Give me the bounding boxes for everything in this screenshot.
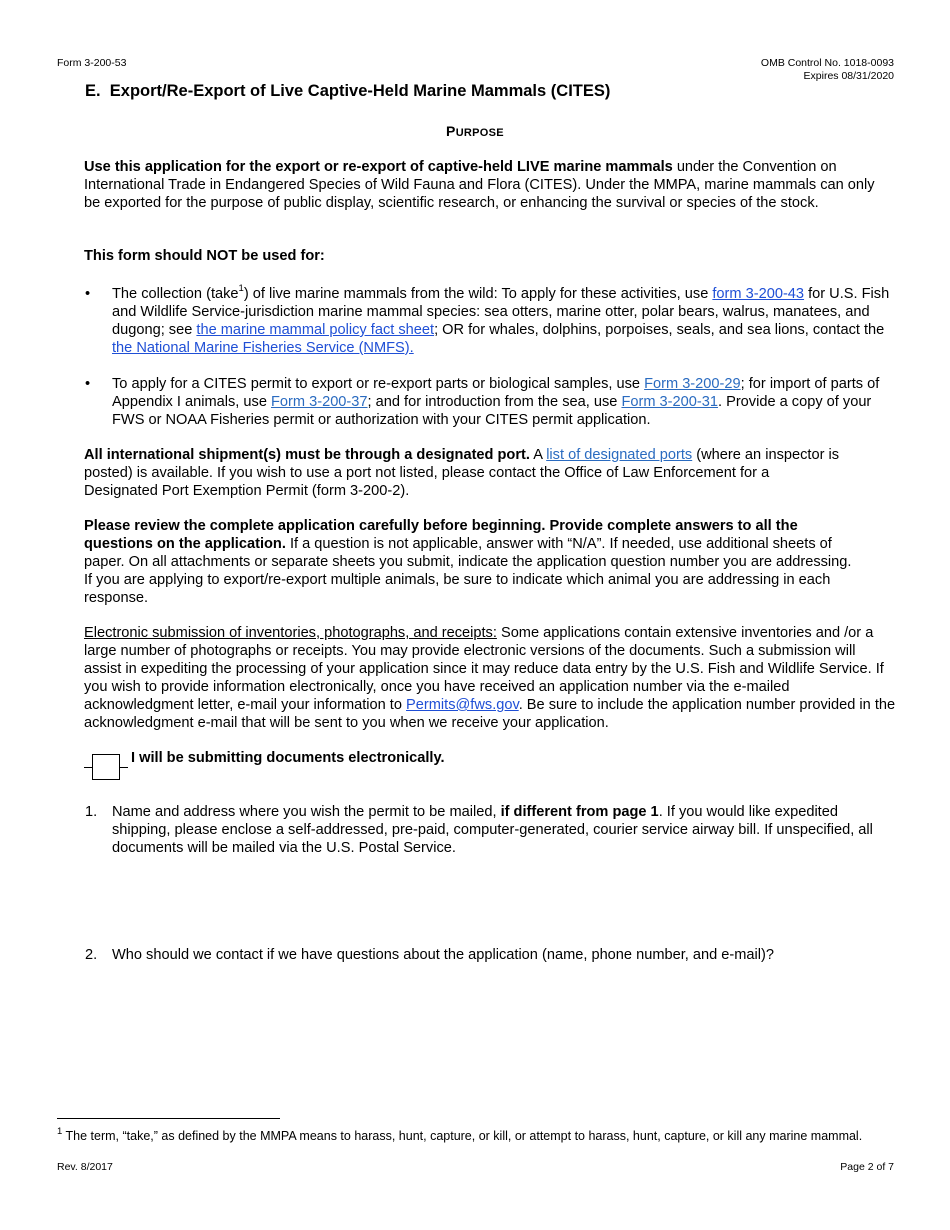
- designated-ports-link[interactable]: list of designated ports: [546, 447, 693, 463]
- footnote: [57, 1125, 897, 1144]
- revision-date: Rev. 8/2017: [57, 1161, 113, 1173]
- bullet-1: [112, 285, 897, 357]
- nmfs-link[interactable]: the National Marine Fisheries Service (NMFS).: [112, 340, 414, 356]
- electronic-heading: Electronic submission of inventories, photographs, and receipts:: [84, 625, 497, 641]
- form-3-200-31-link[interactable]: Form 3-200-31: [621, 394, 718, 410]
- not-used-heading: This form should NOT be used for:: [84, 248, 325, 264]
- bullet-1-text-3: for U.S. Fish and Wildlife Service-jurisdiction marine mammal species: sea otters, marine otter, polar bears, walrus, manatees, and dugong; see: [112, 286, 890, 338]
- footnote-text: The term, “take,” as defined by the MMPA means to harass, hunt, capture, or kill, or attempt to harass, hunt, capture, or kill any marine mammal.: [62, 1129, 863, 1143]
- intro-bold: Use this application for the export or re-export of captive-held LIVE marine mammals: [84, 159, 673, 175]
- question-1-text-2: . If you would like expedited shipping, please enclose a self-addressed, pre-paid, computer-generated, courier service airway bill. If unspecified, all documents will be mailed via the U.S. Postal Service.: [112, 804, 873, 856]
- bullet-1-text-2: ) of live marine mammals from the wild: To apply for these activities, use: [243, 286, 713, 302]
- footnote-number: 1: [57, 1125, 63, 1137]
- question-1: [112, 803, 897, 857]
- omb-control: OMB Control No. 1018-0093: [760, 57, 894, 69]
- form-3-200-29-link[interactable]: Form 3-200-29: [644, 376, 741, 392]
- ports-text-2: (where an inspector is posted) is available. If you wish to use a port not listed, please contact the Office of Law Enforcement for a Designated Port Exemption Permit (form 3-200-2).: [84, 447, 840, 499]
- footnote-separator: [57, 1118, 280, 1119]
- form-3-200-37-link[interactable]: Form 3-200-37: [271, 394, 368, 410]
- question-2-number: 2.: [85, 947, 98, 963]
- permits-email-link[interactable]: Permits@fws.gov: [406, 697, 519, 713]
- review-bold: Please review the complete application carefully before beginning. Provide complete answers to all the questions on the application.: [84, 518, 798, 552]
- bullet-1-text-4: ; OR for whales, dolphins, porpoises, seals, and sea lions, contact the: [434, 322, 885, 338]
- electronic-paragraph: [84, 624, 896, 732]
- intro-paragraph: [84, 158, 894, 212]
- form-3-200-43-link[interactable]: form 3-200-43: [712, 286, 805, 302]
- purpose-heading: [0, 123, 950, 139]
- form-number: Form 3-200-53: [57, 57, 127, 69]
- ports-paragraph: [84, 446, 844, 500]
- section-title-text: Export/Re-Export of Live Captive-Held Marine Mammals (CITES): [109, 82, 611, 100]
- purpose-rest: URPOSE: [455, 127, 504, 139]
- bullet-2-text-1: To apply for a CITES permit to export or re-export parts or biological samples, use: [112, 376, 645, 392]
- marine-mammal-policy-link[interactable]: the marine mammal policy fact sheet: [196, 322, 435, 338]
- bullet-2-text-3: ; and for introduction from the sea, use: [367, 394, 622, 410]
- bullet-2-text-2: ; for import of parts of Appendix I animals, use: [112, 376, 880, 410]
- section-title: [85, 81, 610, 101]
- ports-text-1: A: [529, 447, 547, 463]
- checkbox-label: I will be submitting documents electronically.: [131, 750, 445, 766]
- review-text: If a question is not applicable, answer with “N/A”. If needed, use additional sheets of paper. On all attachments or separate sheets you submit, indicate the application question number you are addressing. If you are applying to export/re-export multiple animals, be sure to indicate which animal you are addressing in each response.: [84, 536, 852, 606]
- omb-control-number: [761, 57, 894, 83]
- ports-bold: All international shipment(s) must be through a designated port.: [84, 447, 530, 463]
- question-1-bold: if different from page 1: [500, 804, 659, 820]
- bullet-2: [112, 375, 897, 429]
- bullet-1-dot: •: [85, 286, 91, 302]
- footnote-ref: 1: [238, 283, 244, 295]
- purpose-cap: P: [446, 123, 456, 139]
- bullet-2-dot: •: [85, 376, 91, 392]
- electronic-text-1: Some applications contain extensive inventories and /or a large number of photographs or receipts. You may provide electronic versions of the documents. Such a submission will assist in expediting the processing of your application since it may reduce data entry by the U.S. Fish and Wildlife Service. If you wish to provide information electronically, once you have received an application number via the e-mailed acknowledgment letter, e-mail your information to: [84, 625, 884, 713]
- question-2: Who should we contact if we have questions about the application (name, phone number, and e-mail)?: [112, 947, 774, 963]
- electronic-text-2: . Be sure to include the application number provided in the acknowledgment e-mail that will be sent to you when we receive your application.: [84, 697, 896, 731]
- bullet-1-text-1: The collection (take: [112, 286, 239, 302]
- question-1-text-1: Name and address where you wish the permit to be mailed,: [112, 804, 501, 820]
- omb-expires: Expires 08/31/2020: [803, 70, 894, 82]
- question-1-number: 1.: [85, 804, 98, 820]
- electronic-submission-checkbox[interactable]: [92, 754, 120, 780]
- bullet-2-text-4: . Provide a copy of your FWS or NOAA Fisheries permit or authorization with your CITES permit application.: [112, 394, 872, 428]
- checkbox-line-left: [84, 767, 92, 768]
- review-paragraph: [84, 517, 854, 607]
- page-number: Page 2 of 7: [840, 1161, 894, 1173]
- section-letter: E.: [85, 82, 101, 100]
- checkbox-line-right: [120, 767, 128, 768]
- intro-text: under the Convention on International Trade in Endangered Species of Wild Fauna and Flora (CITES). Under the MMPA, marine mammals can only be exported for the purpose of public display, scientific research, or enhancing the survival or species of the stock.: [84, 159, 875, 211]
